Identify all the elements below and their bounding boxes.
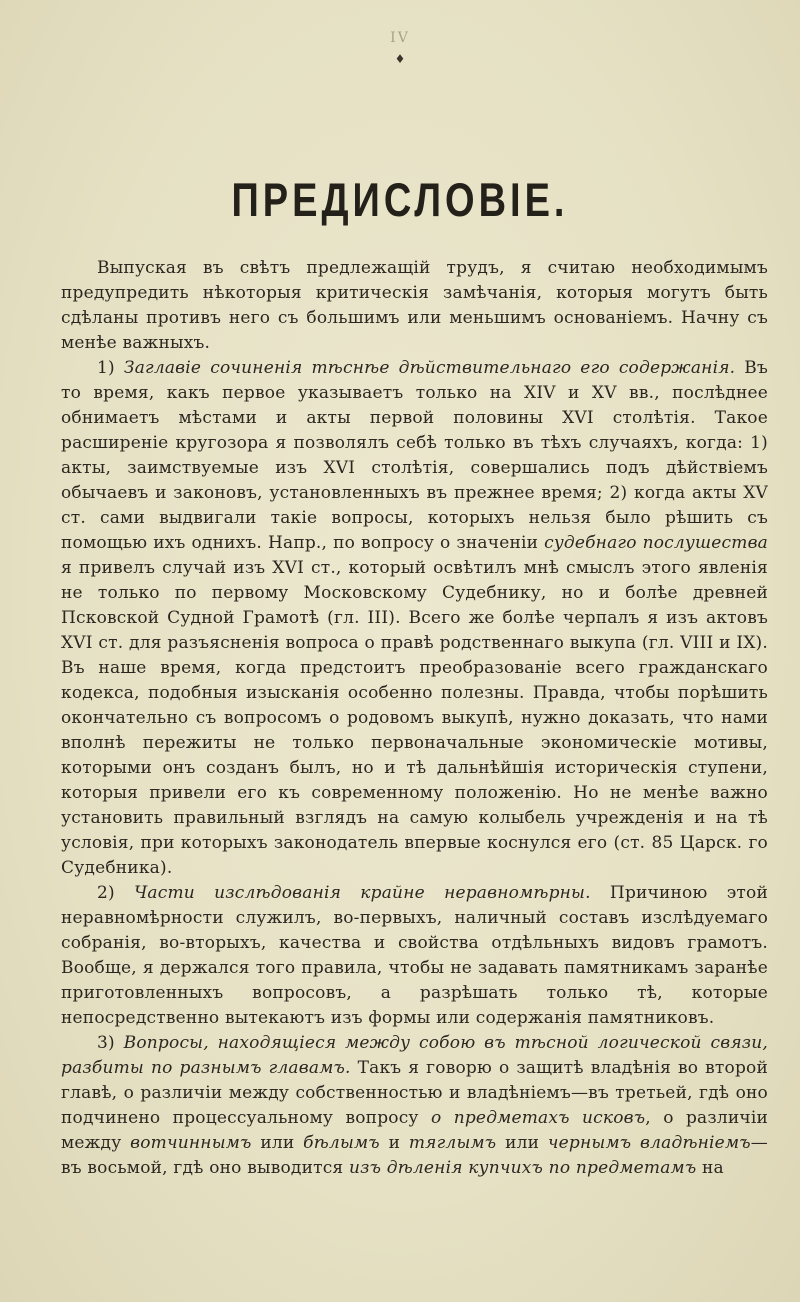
text-run: , о различіи между bbox=[61, 1108, 768, 1153]
text-run: Причиною этой неравномѣрности служилъ, во-первыхъ, наличный составъ изслѣдуемаго собранія, во-вторыхъ, качества и свойства отдѣльныхъ видовъ грамотъ. Вообще, я держался того правила, чтобы не задавать памятникамъ заранѣе приготовленныхъ вопросовъ, а разрѣшать только тѣ, которые непосредственно вытекаютъ изъ формы или содержанія памятниковъ. bbox=[61, 883, 769, 1028]
italic-run: чернымъ владѣніемъ bbox=[547, 1133, 751, 1153]
text-run: — въ восьмой, гдѣ оно выводится bbox=[61, 1133, 768, 1178]
italic-run: о предметахъ исковъ bbox=[430, 1108, 646, 1128]
paragraph bbox=[61, 356, 768, 881]
text-run: на bbox=[696, 1158, 724, 1178]
text-run: 1) bbox=[97, 358, 124, 378]
paragraph bbox=[61, 881, 768, 1031]
italic-run: судебнаго послушества bbox=[544, 533, 768, 553]
italic-run: Заглавіе сочиненія тѣснѣе дѣйствительнаго его содержанія. bbox=[123, 358, 736, 378]
italic-run: бѣлымъ bbox=[303, 1133, 380, 1153]
text-run: или bbox=[496, 1133, 548, 1153]
text-run: или bbox=[251, 1133, 304, 1153]
text-run: 3) bbox=[97, 1033, 124, 1053]
page-title: ПРЕДИСЛОВІЕ. bbox=[231, 174, 569, 228]
paragraph bbox=[61, 256, 768, 356]
page-number: IV bbox=[390, 30, 410, 46]
text-run: Такъ я говорю о защитѣ владѣнія во второй главѣ, о различіи между собственностью и владѣніемъ—въ третьей, гдѣ оно подчинено процессуальному вопросу bbox=[61, 1058, 769, 1128]
text-run: и bbox=[379, 1133, 409, 1153]
text-run: 2) bbox=[97, 883, 135, 903]
text-run: я привелъ случай изъ XVI ст., который освѣтилъ мнѣ смыслъ этого явленія не только по первому Московскому Судебнику, но и болѣе древней Псковской Судной Грамотѣ (гл. III). Всего же болѣе черпалъ я изъ актовъ XVI ст. для разъясненія вопроса о правѣ родственнаго выкупа (гл. VIII и IX). Въ наше время, когда предстоитъ преобразованіе всего гражданскаго кодекса, подобныя изысканія особенно полезны. Правда, чтобы порѣшить окончательно съ вопросомъ о родовомъ выкупѣ, нужно доказать, что нами вполнѣ пережиты не только первоначальные экономическіе мотивы, которыми онъ созданъ былъ, но и тѣ дальнѣйшія историческія ступени, которыя привели его къ современному положенію. Но не менѣе важно установить правильный взглядъ на самую колыбель учрежденія и на тѣ условія, при которыхъ законодатель впервые коснулся его (ст. 85 Царск. го Судебника). bbox=[61, 558, 768, 878]
text-run: Выпуская въ свѣтъ предлежащій трудъ, я считаю необходимымъ предупредить нѣкоторыя критическія замѣчанія, которыя могутъ быть сдѣланы противъ него съ большимъ или меньшимъ основаніемъ. Начну съ менѣе важныхъ. bbox=[61, 258, 768, 353]
ornament-icon: ♦ bbox=[394, 52, 406, 66]
text-run: Въ то время, какъ первое указываетъ только на XIV и XV вв., послѣднее обнимаетъ мѣстами и акты первой половины XVI столѣтія. Такое расширеніе кругозора я позволялъ себѣ только въ тѣхъ случаяхъ, когда: 1) акты, заимствуемые изъ XVI столѣтія, совершались подъ дѣйствіемъ обычаевъ и законовъ, установленныхъ въ прежнее время; 2) когда акты XV ст. сами выдвигали такіе вопросы, которыхъ нельзя было рѣшить съ помощью ихъ однихъ. Напр., по вопросу о значеніи bbox=[61, 358, 769, 553]
italic-run: Вопросы, находящіеся между собою въ тѣсной логической связи, разбиты по разнымъ главамъ. bbox=[61, 1033, 769, 1078]
italic-run: изъ дѣленія купчихъ по предметамъ bbox=[348, 1158, 697, 1178]
preface-body bbox=[61, 256, 768, 1181]
paragraph bbox=[61, 1031, 768, 1181]
italic-run: тяглымъ bbox=[408, 1133, 497, 1153]
italic-run: вотчиннымъ bbox=[130, 1133, 252, 1153]
italic-run: Части изслѣдованія крайне неравномѣрны. bbox=[134, 883, 591, 903]
